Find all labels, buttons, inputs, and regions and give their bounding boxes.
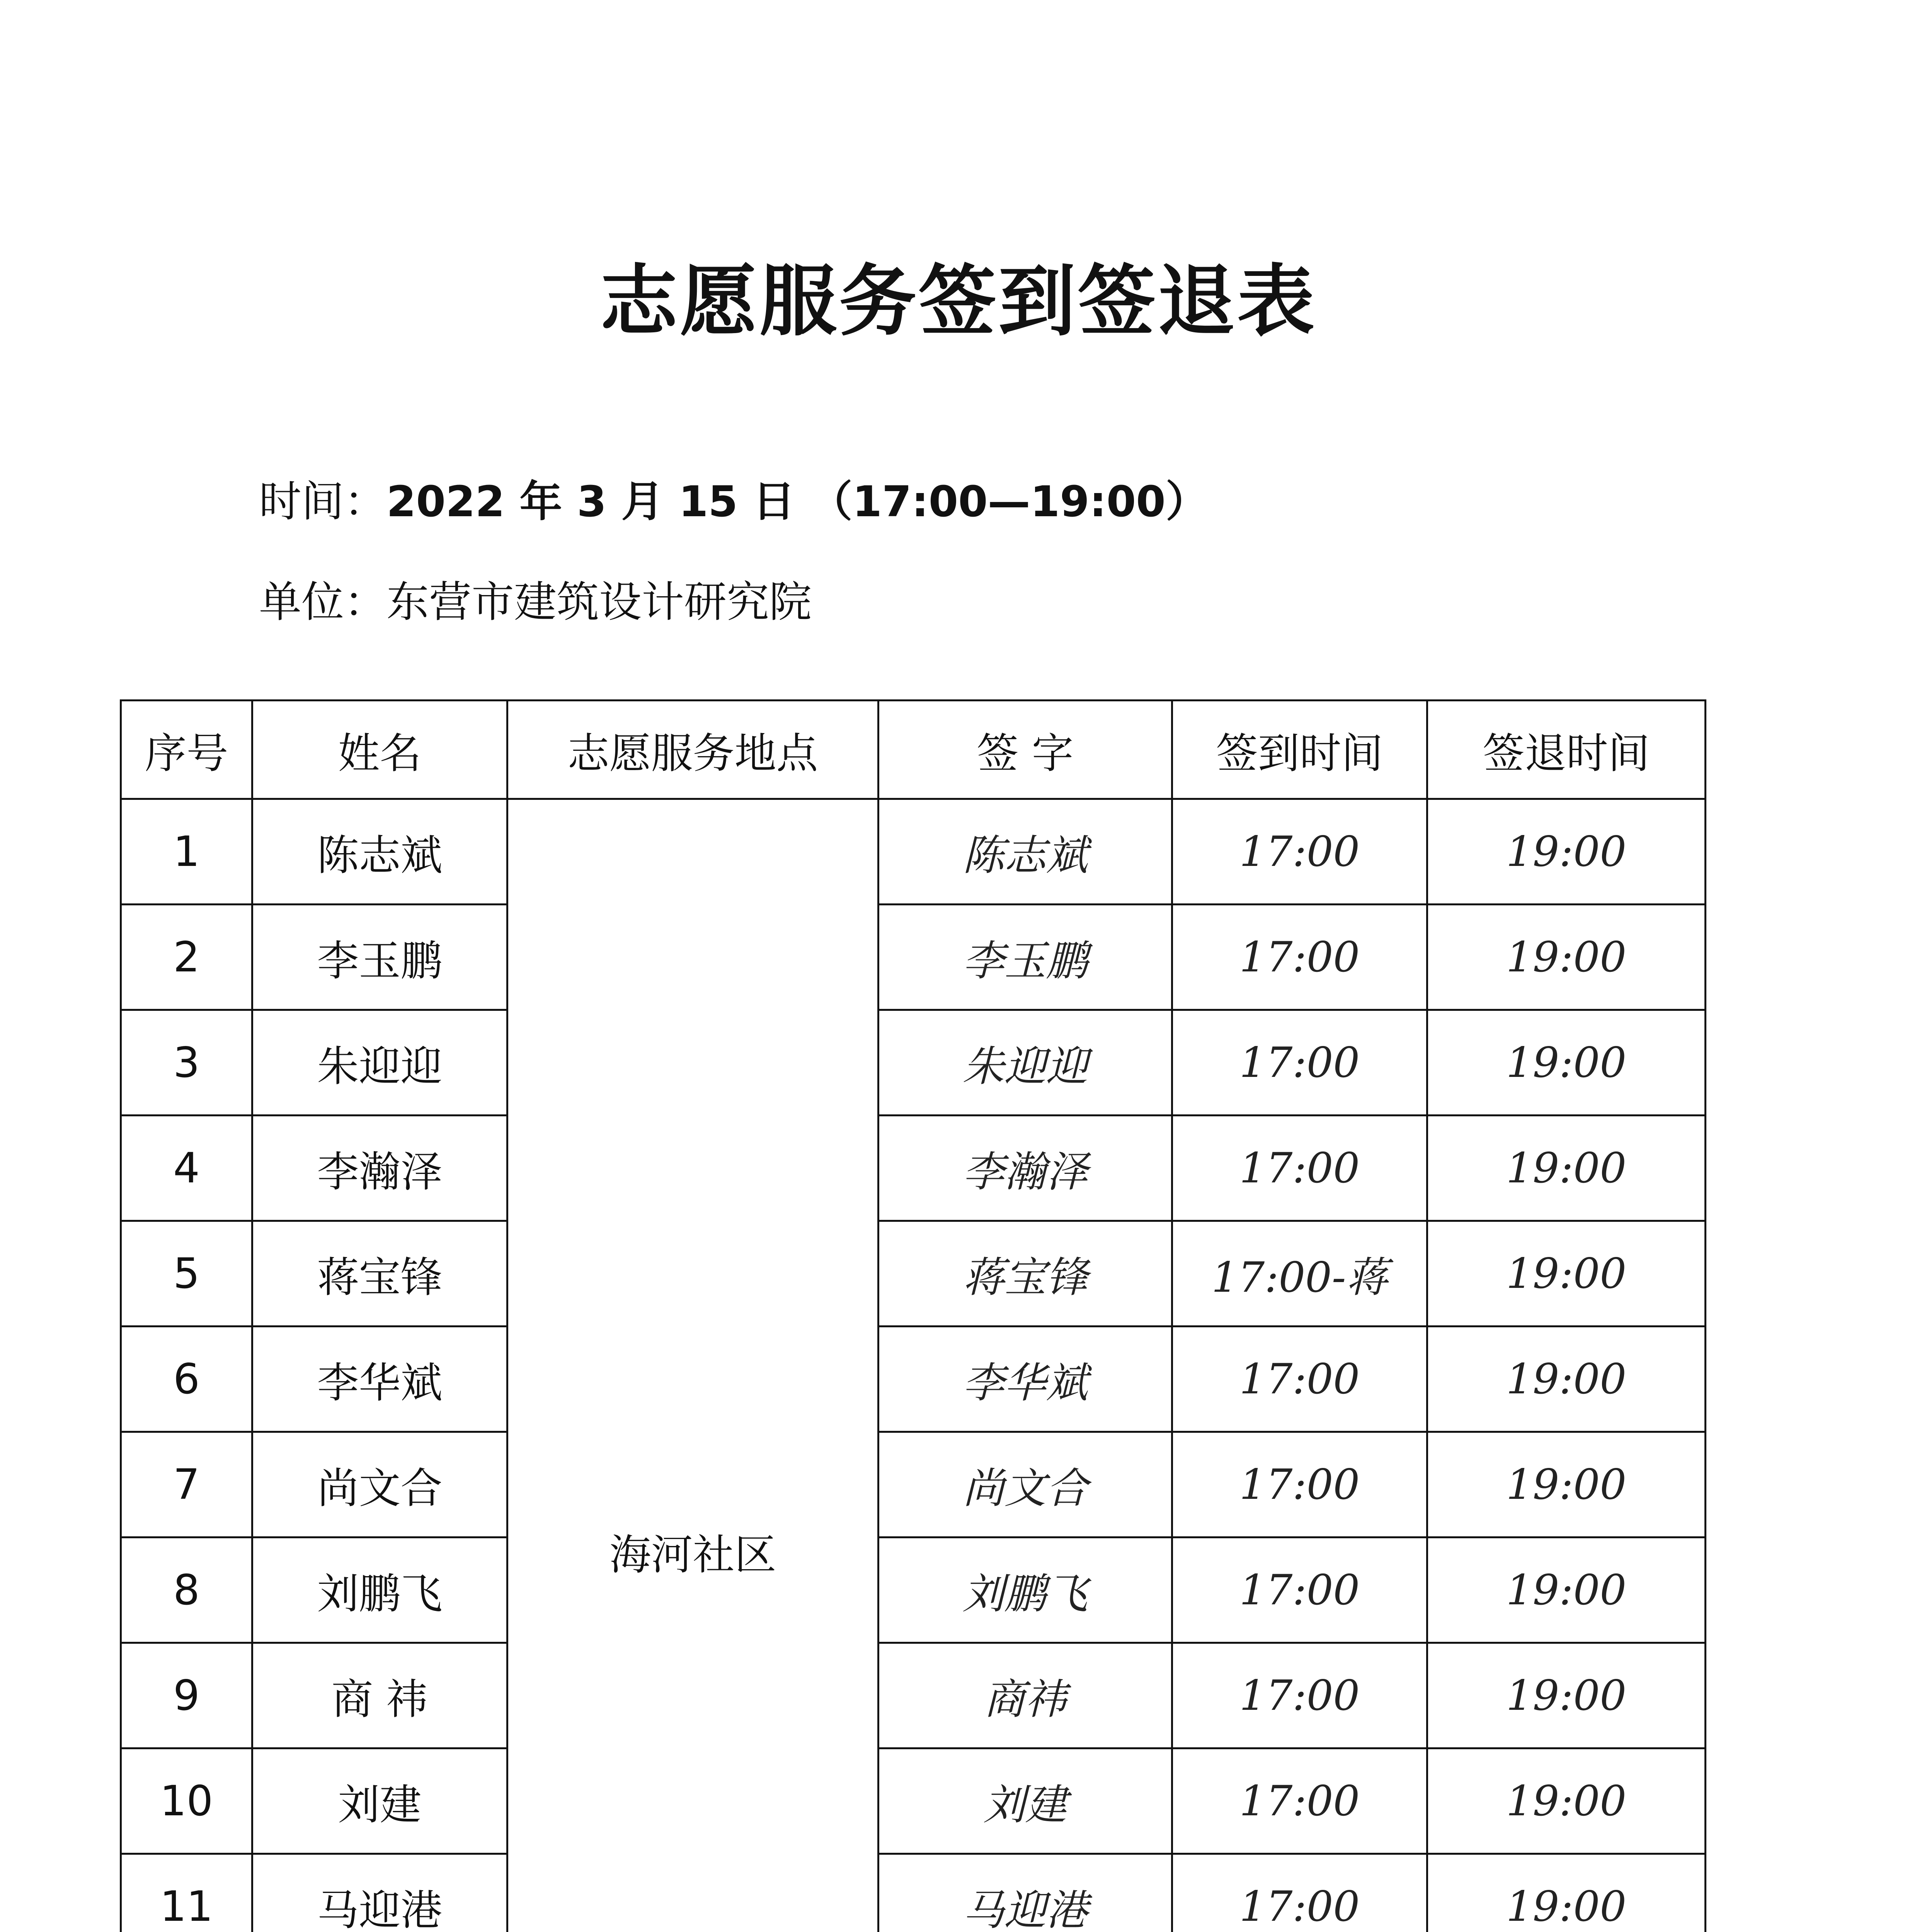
row-sign-out: 19:00 bbox=[1427, 1748, 1706, 1854]
row-name: 马迎港 bbox=[252, 1854, 507, 1932]
row-signature: 蒋宝锋 bbox=[878, 1221, 1172, 1327]
header-sign-out: 签退时间 bbox=[1427, 701, 1706, 799]
row-no: 1 bbox=[121, 799, 252, 905]
row-sign-out: 19:00 bbox=[1427, 1854, 1706, 1932]
row-no: 4 bbox=[121, 1116, 252, 1221]
row-name: 朱迎迎 bbox=[252, 1010, 507, 1116]
row-signature: 李玉鹏 bbox=[878, 905, 1172, 1010]
time-value: 2022 年 3 月 15 日 （17:00—19:00） bbox=[386, 477, 1208, 526]
row-signature: 陈志斌 bbox=[878, 799, 1172, 905]
table-row bbox=[121, 1643, 1706, 1748]
row-sign-in: 17:00 bbox=[1172, 1010, 1427, 1116]
row-no: 7 bbox=[121, 1432, 252, 1537]
row-sign-out: 19:00 bbox=[1427, 1327, 1706, 1432]
row-sign-in: 17:00 bbox=[1172, 905, 1427, 1010]
row-sign-out: 19:00 bbox=[1427, 1221, 1706, 1327]
row-name: 李华斌 bbox=[252, 1327, 507, 1432]
row-signature: 商祎 bbox=[878, 1643, 1172, 1748]
row-sign-out: 19:00 bbox=[1427, 1116, 1706, 1221]
table-row bbox=[121, 1854, 1706, 1932]
row-signature: 李华斌 bbox=[878, 1327, 1172, 1432]
row-no: 6 bbox=[121, 1327, 252, 1432]
row-no: 2 bbox=[121, 905, 252, 1010]
row-signature: 李瀚泽 bbox=[878, 1116, 1172, 1221]
row-name: 尚文合 bbox=[252, 1432, 507, 1537]
row-sign-out: 19:00 bbox=[1427, 799, 1706, 905]
row-name: 商 祎 bbox=[252, 1643, 507, 1748]
unit-value: 东营市建筑设计研究院 bbox=[386, 577, 812, 627]
row-sign-in: 17:00 bbox=[1172, 1432, 1427, 1537]
row-sign-in: 17:00 bbox=[1172, 1537, 1427, 1643]
row-name: 刘鹏飞 bbox=[252, 1537, 507, 1643]
table-row bbox=[121, 1221, 1706, 1327]
unit-line bbox=[259, 568, 812, 629]
unit-label: 单位： bbox=[259, 577, 386, 627]
sign-in-table bbox=[120, 699, 1706, 1932]
row-no: 10 bbox=[121, 1748, 252, 1854]
row-name: 陈志斌 bbox=[252, 799, 507, 905]
table-row bbox=[121, 799, 1706, 905]
row-name: 蒋宝锋 bbox=[252, 1221, 507, 1327]
row-no: 9 bbox=[121, 1643, 252, 1748]
row-signature: 尚文合 bbox=[878, 1432, 1172, 1537]
header-sign-in: 签到时间 bbox=[1172, 701, 1427, 799]
row-name: 刘建 bbox=[252, 1748, 507, 1854]
row-sign-in: 17:00 bbox=[1172, 799, 1427, 905]
location-cell: 海河社区 bbox=[507, 799, 878, 1932]
row-signature: 马迎港 bbox=[878, 1854, 1172, 1932]
row-sign-in: 17:00 bbox=[1172, 1643, 1427, 1748]
row-sign-out: 19:00 bbox=[1427, 1432, 1706, 1537]
row-sign-in: 17:00 bbox=[1172, 1327, 1427, 1432]
table-row bbox=[121, 905, 1706, 1010]
table-row bbox=[121, 1432, 1706, 1537]
table-row bbox=[121, 1327, 1706, 1432]
header-no: 序号 bbox=[121, 701, 252, 799]
header-name: 姓名 bbox=[252, 701, 507, 799]
table-row bbox=[121, 1748, 1706, 1854]
table-header-row bbox=[121, 701, 1706, 799]
page-title: 志愿服务签到签退表 bbox=[600, 257, 1317, 347]
row-signature: 刘建 bbox=[878, 1748, 1172, 1854]
row-sign-out: 19:00 bbox=[1427, 1643, 1706, 1748]
row-sign-out: 19:00 bbox=[1427, 905, 1706, 1010]
header-signature: 签 字 bbox=[878, 701, 1172, 799]
row-signature: 朱迎迎 bbox=[878, 1010, 1172, 1116]
table-row bbox=[121, 1116, 1706, 1221]
table-row bbox=[121, 1010, 1706, 1116]
row-sign-out: 19:00 bbox=[1427, 1537, 1706, 1643]
row-no: 8 bbox=[121, 1537, 252, 1643]
row-signature: 刘鹏飞 bbox=[878, 1537, 1172, 1643]
row-no: 11 bbox=[121, 1854, 252, 1932]
row-sign-in: 17:00-蒋 bbox=[1172, 1221, 1427, 1327]
row-sign-in: 17:00 bbox=[1172, 1748, 1427, 1854]
row-sign-in: 17:00 bbox=[1172, 1854, 1427, 1932]
row-sign-out: 19:00 bbox=[1427, 1010, 1706, 1116]
row-name: 李玉鹏 bbox=[252, 905, 507, 1010]
row-no: 5 bbox=[121, 1221, 252, 1327]
row-sign-in: 17:00 bbox=[1172, 1116, 1427, 1221]
time-label: 时间： bbox=[259, 477, 386, 526]
table-row bbox=[121, 1537, 1706, 1643]
header-location: 志愿服务地点 bbox=[507, 701, 878, 799]
time-line bbox=[259, 468, 1208, 529]
row-name: 李瀚泽 bbox=[252, 1116, 507, 1221]
row-no: 3 bbox=[121, 1010, 252, 1116]
